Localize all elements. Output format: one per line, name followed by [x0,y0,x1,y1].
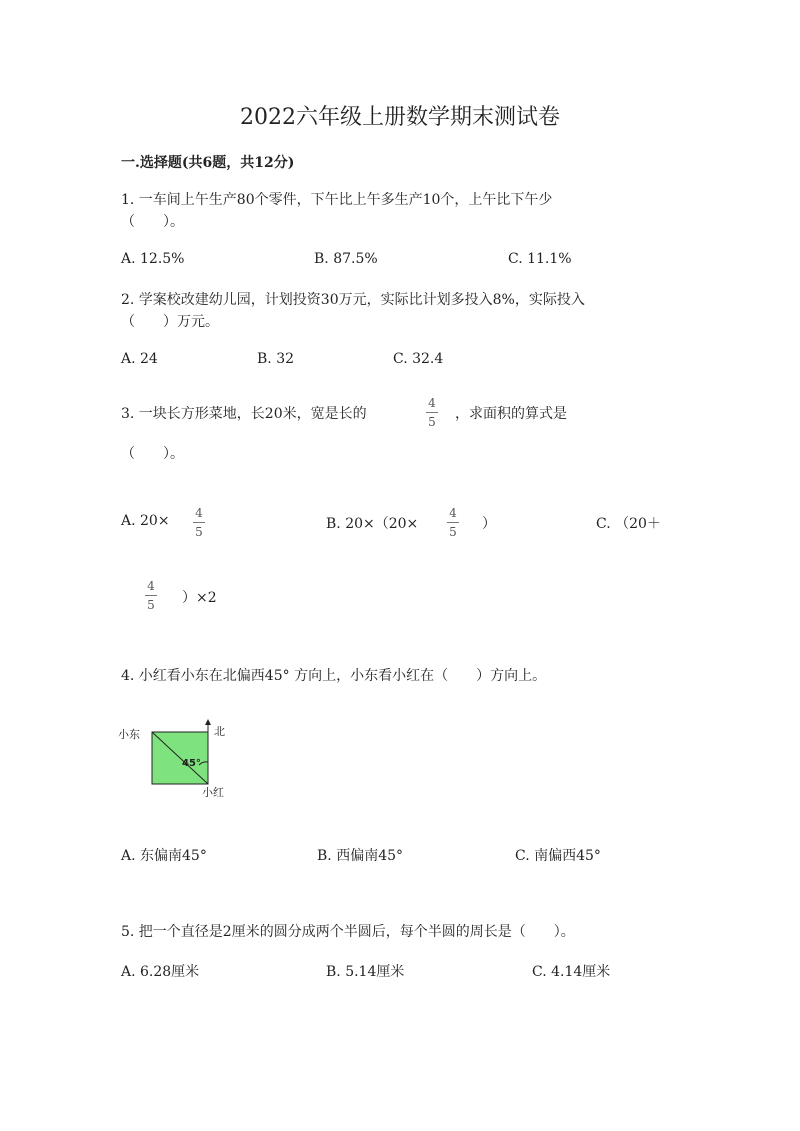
question-1-option-b: B. 87.5% [314,251,378,267]
fraction-numerator: 4 [195,506,203,520]
fraction-numerator: 4 [428,396,436,410]
question-4-option-c: C. 南偏西45° [515,848,601,864]
question-3-blank: （ ）。 [121,446,184,462]
fraction-bar [193,522,205,523]
question-3-option-a: A. 20× [121,513,170,529]
page-title: 2022六年级上册数学期末测试卷 [240,105,560,130]
label-north: 北 [214,725,225,738]
section-heading: 一.选择题(共6题，共12分) [121,155,295,171]
question-2-option-a: A. 24 [121,351,158,367]
question-5-option-b: B. 5.14厘米 [326,964,405,980]
question-5-text: 5. 把一个直径是2厘米的圆分成两个半圆后，每个半圆的周长是（ ）。 [121,924,575,940]
question-3-option-b-close: ） [482,516,496,532]
question-1-option-c: C. 11.1% [508,251,572,267]
north-arrow-icon [205,719,211,725]
question-5-option-c: C. 4.14厘米 [532,964,611,980]
question-1-text: 1. 一车间上午生产80个零件，下午比上午多生产10个，上午比下午少 [121,192,553,208]
fraction-numerator: 4 [147,579,155,593]
fraction-denominator: 5 [428,415,436,429]
fraction-denominator: 5 [147,598,155,612]
fraction-denominator: 5 [449,525,457,539]
direction-diagram [118,718,248,802]
option-a-fraction [193,507,205,538]
option-b-fraction [447,507,459,538]
question-1-blank: （ ）。 [121,214,184,230]
question-3-option-b: B. 20×（20× [326,516,419,532]
question-3-option-c: C. （20＋ [596,516,661,532]
question-1-option-a: A. 12.5% [121,251,185,267]
fraction-bar [447,522,459,523]
question-3-text-start: 3. 一块长方形菜地，长20米，宽是长的 [121,406,367,422]
label-xiaodong: 小东 [118,728,140,741]
label-angle: 45° [182,758,201,769]
question-4-option-b: B. 西偏南45° [317,848,404,864]
label-xiaohong: 小红 [202,786,224,799]
fraction-bar [145,595,157,596]
question-2-blank: （ ）万元。 [121,314,219,330]
fraction-bar [426,412,438,413]
question-3-fraction [426,397,438,428]
fraction-numerator: 4 [449,506,457,520]
question-2-text: 2. 学案校改建幼儿园，计划投资30万元，实际比计划多投入8%，实际投入 [121,292,585,308]
fraction-denominator: 5 [195,525,203,539]
question-5-option-a: A. 6.28厘米 [121,964,200,980]
question-4-text: 4. 小红看小东在北偏西45° 方向上，小东看小红在（ ）方向上。 [121,668,547,684]
question-2-option-b: B. 32 [257,351,295,367]
question-3-option-c-end: ）×2 [182,590,217,606]
question-2-option-c: C. 32.4 [393,351,444,367]
option-c-fraction [145,580,157,611]
question-4-option-a: A. 东偏南45° [121,848,207,864]
question-3-text-end: ，求面积的算式是 [455,406,567,422]
